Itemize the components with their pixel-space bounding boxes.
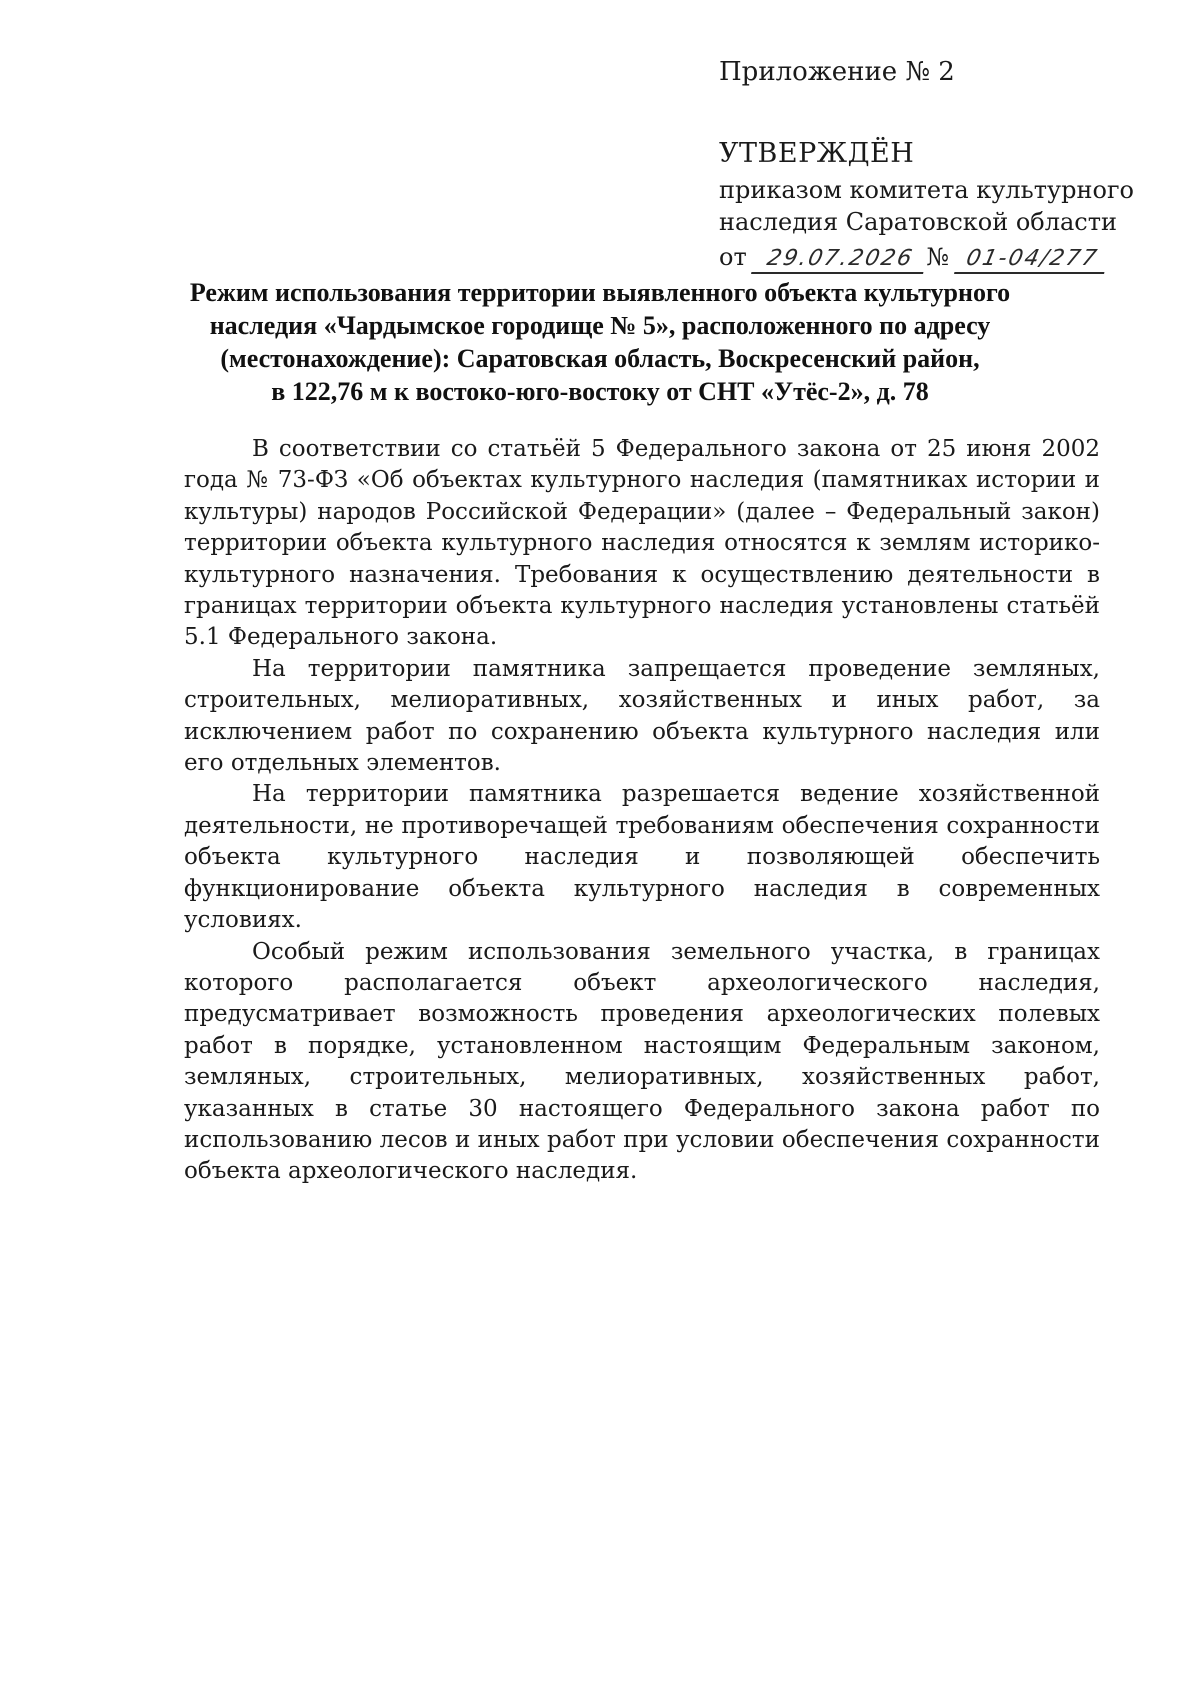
order-date-number-line xyxy=(719,240,1159,274)
approval-block xyxy=(719,54,1159,274)
title-line-1: Режим использования территории выявленного объекта культурного xyxy=(189,278,1011,307)
paragraph-4: Особый режим использования земельного участка, в границах которого располагается объект археологического наследия, предусматривает возможность проведения археологических полевых работ в порядке, установленном настоящим Федеральным законом, земляных, строительных, мелиоративных, хозяйственных работ, указанных в статье 30 настоящего Федерального закона работ по использованию лесов и иных работ при условии обеспечения сохранности объекта археологического наследия. xyxy=(184,938,1100,1185)
document-title xyxy=(150,276,1050,408)
paragraph-3: На территории памятника разрешается ведение хозяйственной деятельности, не противоречащей требованиям обеспечения сохранности объекта культурного наследия и позволяющей обеспечить функционирование объекта культурного наследия в современных условиях. xyxy=(184,781,1100,934)
number-prefix: № xyxy=(926,243,950,271)
handwritten-order-number: 01-04/277 xyxy=(954,246,1110,274)
paragraph-2: На территории памятника запрещается проведение земляных, строительных, мелиоративных, хозяйственных и иных работ, за исключением работ по сохранению объекта культурного наследия или его отдельных элементов. xyxy=(184,655,1100,777)
title-line-4: в 122,76 м к востоко-юго-востоку от СНТ «Утёс-2», д. 78 xyxy=(271,377,929,406)
document-body xyxy=(184,434,1100,1188)
title-line-3: (местонахождение): Саратовская область, Воскресенский район, xyxy=(220,344,980,373)
handwritten-date: 29.07.2026 xyxy=(751,246,929,274)
annex-number: Приложение № 2 xyxy=(719,57,955,87)
title-line-2: наследия «Чардымское городище № 5», расположенного по адресу xyxy=(209,311,991,340)
approval-order-line-2: наследия Саратовской области xyxy=(719,208,1118,236)
approval-order-line-1: приказом комитета культурного xyxy=(719,176,1134,204)
paragraph-1: В соответствии со статьёй 5 Федерального закона от 25 июня 2002 года № 73-ФЗ «Об объектах культурного наследия (памятниках истории и культуры) народов Российской Федерации» (далее – Федеральный закон) территории объекта культурного наследия относятся к землям историко-культурного назначения. Требования к осуществлению деятельности в границах территории объекта культурного наследия установлены статьёй 5.1 Федерального закона. xyxy=(184,436,1100,651)
date-prefix: от xyxy=(719,243,747,271)
approved-heading: УТВЕРЖДЁН xyxy=(719,138,915,169)
